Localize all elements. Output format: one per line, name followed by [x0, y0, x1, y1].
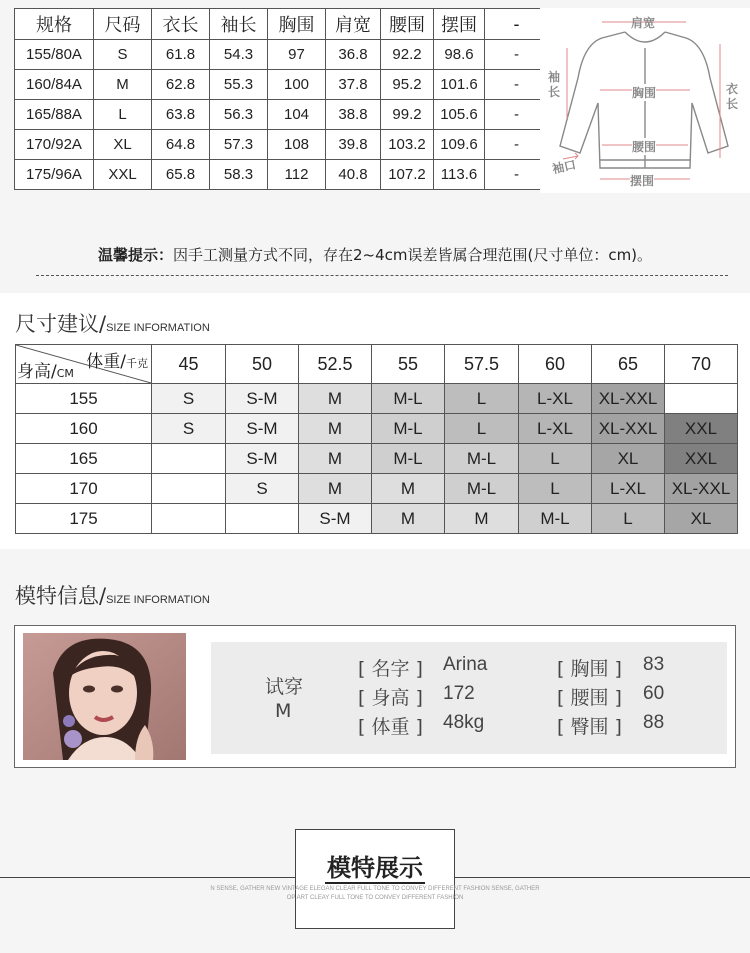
table-cell: XXL [94, 160, 152, 190]
size-suggestion-cell: M [372, 504, 445, 534]
table-cell: 107.2 [381, 160, 434, 190]
table-cell: 36.8 [326, 40, 381, 70]
header-shoulder: 肩宽 [326, 9, 381, 40]
height-cell: 165 [16, 444, 152, 474]
size-suggestion-cell: L [519, 474, 592, 504]
weight-52-5: 52.5 [299, 345, 372, 384]
header-size: 尺码 [94, 9, 152, 40]
size-suggestion-cell: S-M [299, 504, 372, 534]
weight-55: 55 [372, 345, 445, 384]
table-cell: 112 [268, 160, 326, 190]
table-cell: 108 [268, 130, 326, 160]
size-suggestion-cell [665, 384, 738, 414]
header-dash: - [485, 9, 549, 40]
table-cell: - [485, 130, 549, 160]
height-cell: 160 [16, 414, 152, 444]
weight-label: [ 体重 ] [358, 716, 423, 738]
table-cell: 160/84A [15, 70, 94, 100]
table-cell: 155/80A [15, 40, 94, 70]
corner-height-unit: CM [56, 367, 74, 380]
size-suggestion-cell: L [445, 384, 519, 414]
weight-70: 70 [665, 345, 738, 384]
table-cell: 92.2 [381, 40, 434, 70]
size-suggestion-cell: XL [592, 444, 665, 474]
table-cell: 103.2 [381, 130, 434, 160]
corner-height-text: 身高/ [17, 362, 57, 382]
header-hem: 摆围 [434, 9, 485, 40]
label-shoulder: 肩宽 [631, 16, 656, 30]
size-suggestion-cell: XL-XXL [592, 414, 665, 444]
header-length: 衣长 [152, 9, 210, 40]
size-suggestion-cell: XL-XXL [665, 474, 738, 504]
table-cell: 104 [268, 100, 326, 130]
model-portrait-icon [23, 633, 186, 760]
size-suggestion-cell: M [299, 384, 372, 414]
size-suggestion-cell [152, 474, 226, 504]
table-row [15, 130, 549, 160]
table-cell: 105.6 [434, 100, 485, 130]
size-suggestion-cell: M-L [445, 444, 519, 474]
size-suggestion-cell: XL [665, 504, 738, 534]
table-row [15, 160, 549, 190]
header-waist: 腰围 [381, 9, 434, 40]
size-suggestion-cell: S-M [226, 414, 299, 444]
table-cell: S [94, 40, 152, 70]
table-cell: 109.6 [434, 130, 485, 160]
model-title-text: 模特信息/ [15, 584, 107, 608]
size-suggestion-cell: S [152, 414, 226, 444]
size-suggestion-cell [152, 444, 226, 474]
size-suggestion-cell: M [299, 414, 372, 444]
header-spec: 规格 [15, 9, 94, 40]
table-cell: - [485, 40, 549, 70]
size-suggestion-cell: M-L [445, 474, 519, 504]
table-cell: 100 [268, 70, 326, 100]
size-suggestion-cell: M-L [372, 444, 445, 474]
table-row [16, 474, 738, 504]
model-subtitle-text: SIZE INFORMATION [106, 594, 210, 606]
table-cell: 40.8 [326, 160, 381, 190]
table-row [16, 444, 738, 474]
corner-weight-text: 体重/ [86, 352, 126, 372]
tip-label: 温馨提示： [97, 246, 173, 264]
height-cell: 175 [16, 504, 152, 534]
chest-label: [ 胸围 ] [557, 658, 622, 680]
tip-text: 因手工测量方式不同，存在2~4cm误差皆属合理范围(尺寸单位：cm)。 [172, 246, 653, 264]
size-suggestion-cell: S [226, 474, 299, 504]
height-cell: 170 [16, 474, 152, 504]
size-suggestion-cell: M-L [372, 384, 445, 414]
size-suggestion-cell: XL-XXL [592, 384, 665, 414]
waist-label: [ 腰围 ] [557, 687, 622, 709]
showcase-title [296, 848, 454, 883]
table-cell: 38.8 [326, 100, 381, 130]
section-title-size [15, 308, 210, 338]
table-cell: 54.3 [210, 40, 268, 70]
size-suggestion-cell: L [592, 504, 665, 534]
table-cell: 39.8 [326, 130, 381, 160]
size-suggestion-cell [152, 504, 226, 534]
hip-value: 88 [643, 712, 665, 733]
size-suggestion-cell: L-XL [592, 474, 665, 504]
measurement-tip [0, 244, 750, 265]
model-details [211, 642, 727, 754]
weight-50: 50 [226, 345, 299, 384]
table-cell: 57.3 [210, 130, 268, 160]
table-cell: 170/92A [15, 130, 94, 160]
table-cell: 63.8 [152, 100, 210, 130]
showcase-title-text: 模特展示 [327, 854, 423, 882]
size-suggestion-cell: XXL [665, 414, 738, 444]
weight-header-row [16, 345, 738, 384]
label-waist: 腰围 [632, 140, 657, 154]
table-cell: 101.6 [434, 70, 485, 100]
table-cell: 113.6 [434, 160, 485, 190]
waist-value: 60 [643, 683, 665, 704]
corner-height-label [17, 357, 74, 382]
model-showcase-banner [295, 829, 455, 929]
size-suggestion-cell: M [299, 474, 372, 504]
size-suggestion-cell: XXL [665, 444, 738, 474]
table-cell: 61.8 [152, 40, 210, 70]
try-on-size: M [275, 700, 292, 722]
table-cell: - [485, 160, 549, 190]
table-cell: 98.6 [434, 40, 485, 70]
name-value: Arina [443, 654, 488, 675]
table-row [15, 100, 549, 130]
table-cell: 62.8 [152, 70, 210, 100]
size-chart-header-row [15, 9, 549, 40]
table-cell: 55.3 [210, 70, 268, 100]
table-cell: 175/96A [15, 160, 94, 190]
table-corner-cell [16, 345, 152, 384]
size-suggestion-cell: M [445, 504, 519, 534]
table-row [16, 384, 738, 414]
table-cell: M [94, 70, 152, 100]
table-cell: 65.8 [152, 160, 210, 190]
model-photo [23, 633, 186, 760]
table-row [16, 504, 738, 534]
showcase-fine-text-1: N SENSE, GATHER NEW VINTAGE ELEGAN CLEAR FULL TONE TO CONVEY DIFFERENT FASHION SENSE, GATHER [210, 886, 540, 892]
header-chest: 胸围 [268, 9, 326, 40]
table-cell: 95.2 [381, 70, 434, 100]
table-cell: 64.8 [152, 130, 210, 160]
size-subtitle-text: SIZE INFORMATION [106, 322, 210, 334]
size-suggestion-cell: M [299, 444, 372, 474]
try-on-label: 试穿 [265, 676, 304, 698]
table-row [15, 70, 549, 100]
size-suggestion-cell: M-L [372, 414, 445, 444]
table-cell: 37.8 [326, 70, 381, 100]
corner-weight-unit: 千克 [126, 357, 148, 370]
label-hem: 摆围 [630, 174, 655, 188]
size-title-text: 尺寸建议/ [15, 312, 107, 336]
weight-45: 45 [152, 345, 226, 384]
weight-57-5: 57.5 [445, 345, 519, 384]
table-row [16, 414, 738, 444]
dotted-divider [36, 275, 728, 276]
name-label: [ 名字 ] [358, 658, 423, 680]
label-length: 衣长 [726, 82, 739, 111]
section-title-model [15, 580, 210, 610]
corner-weight-label [86, 347, 148, 372]
size-suggestion-cell: L-XL [519, 414, 592, 444]
showcase-fine-text-2: OP ART CLEAY FULL TONE TO CONVEY DIFFERENT FASHION [286, 895, 464, 901]
table-cell: 165/88A [15, 100, 94, 130]
size-suggestion-cell: S [152, 384, 226, 414]
size-suggestion-cell: L [445, 414, 519, 444]
chest-value: 83 [643, 654, 665, 675]
size-chart-table [14, 8, 549, 190]
size-suggestion-cell: L [519, 444, 592, 474]
height-cell: 155 [16, 384, 152, 414]
weight-60: 60 [519, 345, 592, 384]
garment-measurement-diagram [540, 8, 750, 193]
size-suggestion-cell: M [372, 474, 445, 504]
table-cell: 97 [268, 40, 326, 70]
size-suggestion-cell: S-M [226, 444, 299, 474]
hip-label: [ 臀围 ] [557, 716, 622, 738]
table-cell: XL [94, 130, 152, 160]
header-sleeve: 袖长 [210, 9, 268, 40]
weight-65: 65 [592, 345, 665, 384]
size-suggestion-cell: S-M [226, 384, 299, 414]
size-recommendation-table [15, 344, 738, 534]
table-cell: 99.2 [381, 100, 434, 130]
size-suggestion-cell: L-XL [519, 384, 592, 414]
height-value: 172 [443, 683, 475, 704]
label-sleeve: 袖长 [548, 70, 561, 99]
label-cuff: 袖口 [550, 157, 578, 177]
height-label: [ 身高 ] [358, 687, 423, 709]
table-cell: 56.3 [210, 100, 268, 130]
weight-value: 48kg [443, 712, 485, 733]
table-cell: L [94, 100, 152, 130]
size-suggestion-cell: M-L [519, 504, 592, 534]
label-chest: 胸围 [632, 86, 657, 100]
size-suggestion-cell [226, 504, 299, 534]
table-cell: - [485, 70, 549, 100]
table-cell: - [485, 100, 549, 130]
table-cell: 58.3 [210, 160, 268, 190]
table-row [15, 40, 549, 70]
model-card [14, 625, 736, 768]
